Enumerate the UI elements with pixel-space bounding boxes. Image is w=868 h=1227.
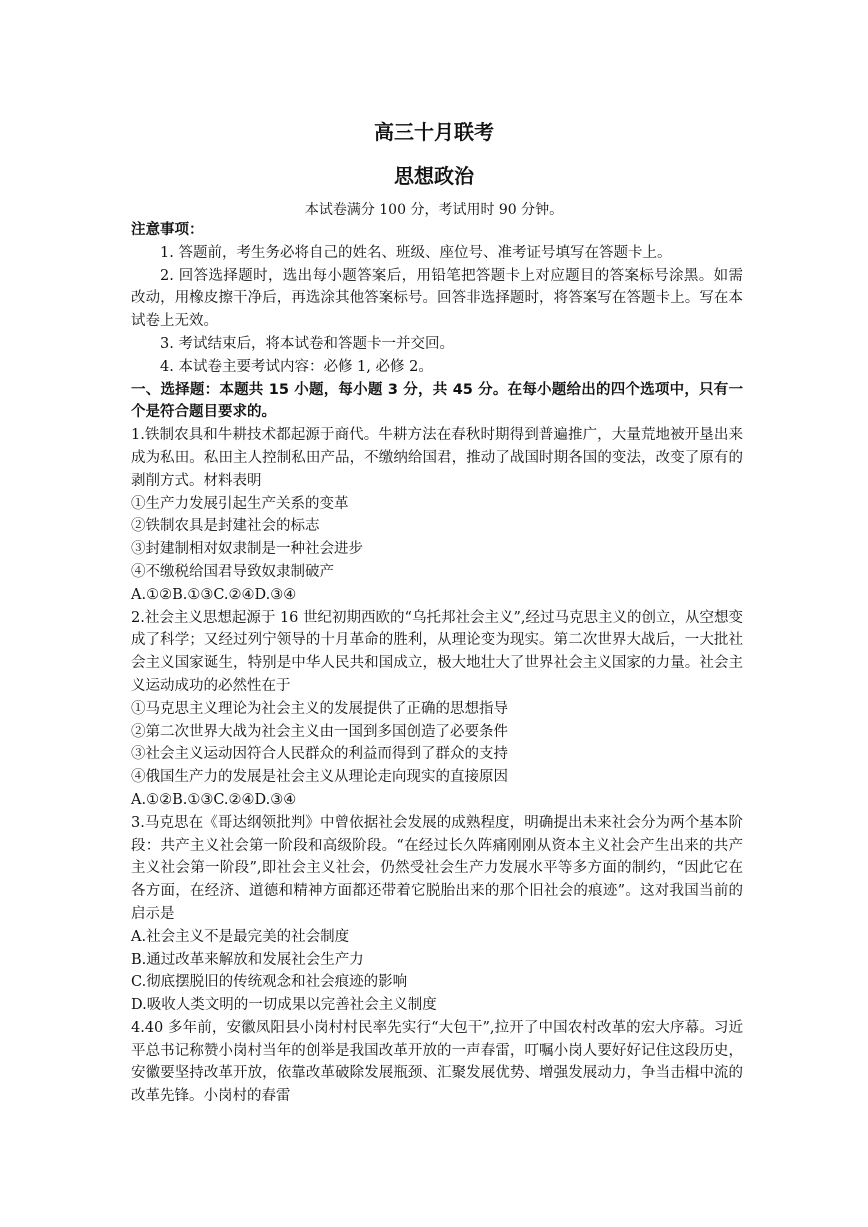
notice-heading: 注意事项： (131, 222, 204, 238)
statement: ①马克思主义理论为社会主义的发展提供了正确的思想指导 (131, 700, 508, 717)
statement: ①生产力发展引起生产关系的变革 (131, 495, 349, 512)
answer-choice: D.吸收人类文明的一切成果以完善社会主义制度 (131, 997, 437, 1014)
answer-options: A.①②B.①③C.②④D.③④ (131, 586, 297, 603)
exam-subtitle: 本试卷满分 100 分，考试用时 90 分钟。 (304, 202, 564, 218)
answer-choice: B.通过改革来解放和发展社会生产力 (131, 951, 364, 968)
answer-options: A.①②B.①③C.②④D.③④ (131, 791, 297, 808)
question-stem: 2.社会主义思想起源于 16 世纪初期西欧的“乌托邦社会主义”,经过马克思主义的创立，从空想变成了科学；又经过列宁领导的十月革命的胜利，从理论变为现实。第二次世界大战后，一大批社会主义国家诞生，特别是中华人民共和国成立，极大地壮大了世界社会主义国家的力量。社会主义运动成功的必然性在于 (131, 609, 743, 694)
statement: ④俄国生产力的发展是社会主义从理论走向现实的直接原因 (131, 769, 508, 786)
answer-choice: A.社会主义不是最完美的社会制度 (131, 928, 350, 945)
question-stem: 4.40 多年前，安徽凤阳县小岗村村民率先实行“大包干”,拉开了中国农村改革的宏大序幕。习近平总书记称赞小岗村当年的创举是我国改革开放的一声春雷，叮嘱小岗人要好好记住这段历史，安徽要坚持改革开放，依靠改革破除发展瓶颈、汇聚发展优势、增强发展动力，争当击楫中流的改革先锋。小岗村的春雷 (131, 1019, 743, 1105)
notice-item: 1. 答题前，考生务必将自己的姓名、班级、座位号、准考证号填写在答题卡上。 (160, 244, 672, 261)
question-stem: 1.铁制农具和牛耕技术都起源于商代。牛耕方法在春秋时期得到普遍推广，大量荒地被开垦出来成为私田。私田主人控制私田产品，不缴纳给国君，推动了战国时期各国的变法，改变了原有的剥削方式。材料表明 (131, 427, 743, 489)
answer-choice: C.彻底摆脱旧的传统观念和社会痕迹的影响 (131, 974, 408, 991)
notice-item: 2. 回答选择题时，选出每小题答案后，用铅笔把答题卡上对应题目的答案标号涂黑。如需改动，用橡皮擦干净后，再选涂其他答案标号。回答非选择题时，将答案写在答题卡上。写在本试卷上无效。 (131, 267, 743, 330)
question-stem: 3.马克思在《哥达纲领批判》中曾依据社会发展的成熟程度，明确提出未来社会分为两个基本阶段：共产主义社会第一阶段和高级阶段。“在经过长久阵痛刚刚从资本主义社会产生出来的共产主义社会第一阶段”,即社会主义社会，仍然受社会生产力发展水平等多方面的制约，“因此它在各方面，在经济、道德和精神方面都还带着它脱胎出来的那个旧社会的痕迹”。这对我国当前的启示是 (131, 814, 743, 922)
subject-title: 思想政治 (394, 164, 474, 188)
statement: ②第二次世界大战为社会主义由一国到多国创造了必要条件 (131, 723, 508, 740)
statement: ④不缴税给国君导致奴隶制破产 (131, 563, 334, 580)
statement: ③社会主义运动因符合人民群众的利益而得到了群众的支持 (131, 746, 508, 763)
notice-item: 3. 考试结束后，将本试卷和答题卡一并交回。 (160, 335, 454, 352)
section-heading: 一、选择题：本题共 15 小题，每小题 3 分，共 45 分。在每小题给出的四个选项中，只有一个是符合题目要求的。 (131, 381, 743, 421)
exam-content (131, 219, 743, 1108)
exam-title: 高三十月联考 (374, 120, 494, 144)
statement: ②铁制农具是封建社会的标志 (131, 518, 320, 535)
statement: ③封建制相对奴隶制是一种社会进步 (131, 541, 363, 558)
notice-item: 4. 本试卷主要考试内容：必修 1, 必修 2。 (160, 358, 433, 375)
